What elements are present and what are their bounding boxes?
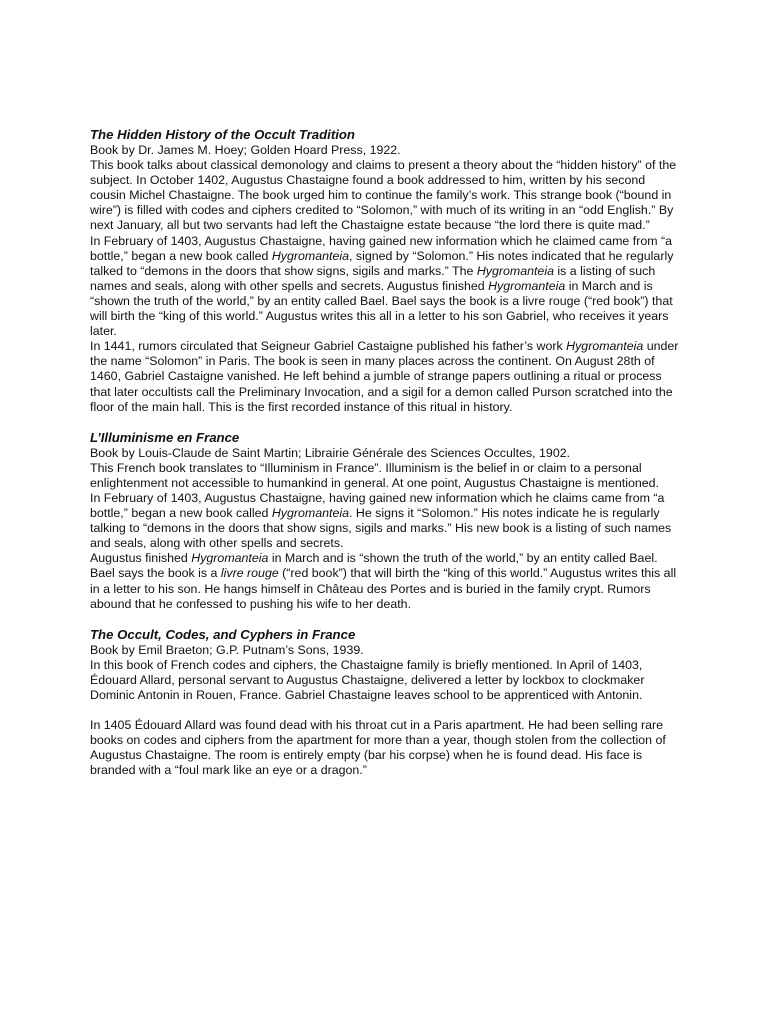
- italic-text-run: Hygromanteia: [191, 551, 269, 566]
- text-run: Augustus finished: [90, 551, 192, 566]
- book-citation: Book by Dr. James M. Hoey; Golden Hoard Press, 1922.: [90, 143, 401, 157]
- text-run: This book talks about classical demonology and claims to present a theory about the “hidden history” of the subject. In October 1402, Augustus Chastaigne found a book addressed to him, written by his second cousin Michel Chastaigne. The book urged him to continue the family’s work. This strange book (“bound in wire”) is filled with codes and ciphers credited to “Solomon,” with much of its writing in an “odd English.” By next January, all but two servants had left the Chastaigne estate because “the lord there is quite mad.”: [90, 158, 677, 233]
- text-run: In February of 1403, Augustus Chastaigne, having gained new information which he claims came from “a bottle,” began a new book called: [90, 490, 665, 521]
- paragraph: [90, 234, 684, 340]
- italic-text-run: Hygromanteia: [271, 506, 349, 521]
- paragraph: [90, 491, 684, 551]
- text-run: under the name “Solomon” in Paris. The book is seen in many places across the continent. On August 28th of 1460, Gabriel Castaigne vanished. He left behind a jumble of strange papers outlining a ritual or process that later occultists call the Preliminary Invocation, and a sigil for a demon called Purson scratched into the floor of the main hall. This is the first recorded instance of this ritual in history.: [90, 339, 679, 414]
- book-entry-hidden-history: [90, 127, 684, 415]
- paragraph: [90, 158, 684, 233]
- paragraph: [90, 658, 684, 703]
- book-title: The Hidden History of the Occult Tradition: [90, 127, 355, 142]
- italic-text-run: Hygromanteia: [271, 248, 349, 263]
- book-title: L’Illuminisme en France: [90, 429, 240, 445]
- paragraph: [90, 551, 684, 611]
- book-citation: Book by Emil Braeton; G.P. Putnam’s Sons, 1939.: [90, 642, 364, 657]
- italic-text-run: Hygromanteia: [476, 263, 554, 278]
- text-run: In 1441, rumors circulated that Seigneur Gabriel Castaigne published his father’s work: [90, 339, 567, 354]
- book-entry-illuminisme: [90, 430, 684, 612]
- text-run: is a listing of such names and seals, along with other spells and secrets. Augustus finished: [90, 263, 656, 293]
- paragraph: [90, 461, 684, 491]
- italic-text-run: livre rouge: [220, 566, 279, 581]
- text-run: In February of 1403, Augustus Chastaigne, having gained new information which he claimed came from “a bottle,” began a new book called: [90, 233, 672, 263]
- book-citation: Book by Louis-Claude de Saint Martin; Librairie Générale des Sciences Occultes, 1902.: [90, 445, 571, 460]
- paragraph-gap: [90, 703, 684, 718]
- text-run: , signed by “Solomon.” His notes indicated that he regularly talked to “demons in the doors that show signs, sigils and marks.” The: [90, 248, 674, 278]
- book-title: The Occult, Codes, and Cyphers in France: [90, 626, 356, 642]
- text-run: In 1405 Édouard Allard was found dead with his throat cut in a Paris apartment. He had been selling rare books on codes and ciphers from the apartment for more than a year, though stolen from the collection of Augustus Chastaigne. The room is entirely empty (bar his corpse) when he is found dead. His face is branded with a “foul mark like an eye or a dragon.”: [90, 718, 666, 778]
- paragraph: [90, 718, 684, 778]
- text-run: in March and is “shown the truth of the world,” by an entity called Bael. Bael says the book is a livre rouge (“red book”) that will birth the “king of this world.” Augustus writes this all in a letter to his son Gabriel, who receives it years later.: [90, 278, 673, 339]
- book-entry-occult-codes: [90, 627, 684, 779]
- text-run: This French book translates to “Illuminism in France”. Illuminism is the belief in or claim to a personal enlightenment not accessible to humankind in general. At one point, Augustus Chastaigne is mentioned.: [90, 460, 659, 490]
- text-run: . He signs it “Solomon.” His notes indicate he is regularly talking to “demons in the doors that show signs, sigils and marks.” His new book is a listing of such names and seals, along with other spells and secrets.: [90, 506, 672, 551]
- text-run: in March and is “shown the truth of the world,” by an entity called Bael. Bael says the book is a: [90, 551, 658, 581]
- paragraph: [90, 339, 684, 414]
- italic-text-run: Hygromanteia: [566, 339, 644, 354]
- document-page: [90, 127, 684, 778]
- italic-text-run: Hygromanteia: [488, 278, 566, 293]
- text-run: In this book of French codes and ciphers, the Chastaigne family is briefly mentioned. In April of 1403, Édouard Allard, personal servant to Augustus Chastaigne, delivered a letter by lockbox to clockmaker Dominic Antonin in Rouen, France. Gabriel Chastaigne leaves school to be apprenticed with Antonin.: [90, 657, 645, 702]
- text-run: (“red book”) that will birth the “king of this world.” Augustus writes this all in a letter to his son. He hangs himself in Château des Portes and is buried in the family crypt. Rumors abound that he confessed to pushing his wife to her death.: [90, 566, 677, 611]
